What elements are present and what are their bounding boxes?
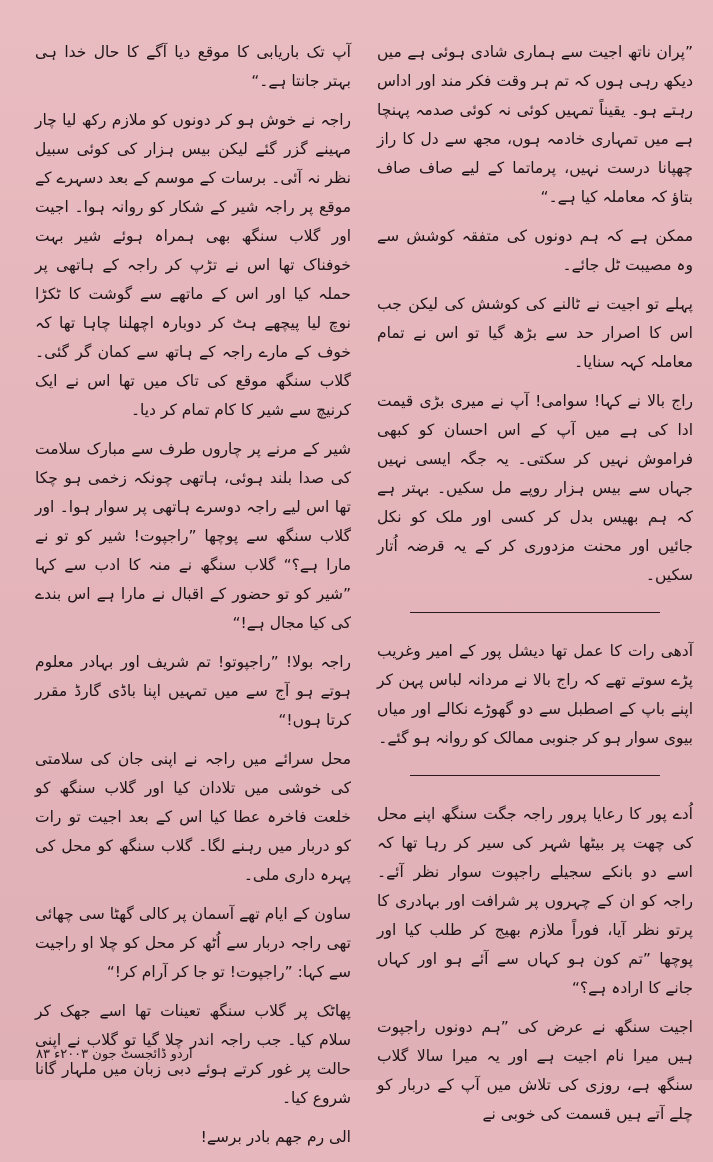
left-column	[35, 38, 351, 1162]
right-column	[377, 38, 693, 1139]
paragraph: آدھی رات کا عمل تھا دیشل پور کے امیر وغریب پڑے سوتے تھے کہ راج بالا نے مردانہ لباس پہن کر اپنے باپ کے اصطبل سے دو گھوڑے نکالے اور میاں بیوی سوار ہو کر جنوبی ممالک کو روانہ ہو گئے۔	[377, 642, 693, 747]
paragraph: ممکن ہے کہ ہم دونوں کی متفقہ کوشش سے وہ مصیبت ٹل جائے۔	[377, 227, 693, 274]
paragraph: راجہ بولا! ”راجپوتو! تم شریف اور بہادر معلوم ہوتے ہو آج سے میں تمہیں اپنا باڈی گارڈ مقرر کرتا ہوں!“	[35, 653, 351, 729]
page-footer: اردو ڈائجسٹ جون ۲۰۰۳ء ۸۳	[36, 1047, 193, 1062]
paragraph: راجہ نے خوش ہو کر دونوں کو ملازم رکھ لیا چار مہینے گزر گئے لیکن بیس ہزار کی کوئی سبیل نظر نہ آئی۔ برسات کے موسم کے بعد دسہرے کے موقع پر راجہ شیر کے شکار کو روانہ ہوا۔ اجیت اور گلاب سنگھ بھی ہمراہ ہوئے شیر بہت خوفناک تھا اس نے تڑپ کر راجہ کے ہاتھی پر حملہ کیا اور اس کے ماتھے سے گوشت کا ٹکڑا نوچ لیا پیچھے ہٹ کر دوبارہ اچھلنا چاہا تھا کہ خوف کے مارے راجہ کے ہاتھ سے کمان گر گئی۔ گلاب سنگھ موقع کی تاک میں تھا اس نے ایک کرنیچ سے شیر کا کام تمام کر دیا۔	[35, 111, 351, 419]
paragraph: آپ تک باریابی کا موقع دیا آگے کا حال خدا ہی بہتر جانتا ہے۔“	[35, 43, 351, 90]
paragraph: شیر کے مرنے پر چاروں طرف سے مبارک سلامت کی صدا بلند ہوئی، ہاتھی چونکہ زخمی ہو چکا تھا اس لیے راجہ دوسرے ہاتھی پر سوار ہوا۔ اور گلاب سنگھ سے پوچھا ”راجپوت! شیر کو تو نے مارا ہے؟“ گلاب سنگھ نے منہ کا ادب سے کہا ”شیر کو تو حضور کے اقبال نے مارا ہے اس بندے کی کیا مجال ہے!“	[35, 440, 351, 632]
paragraph: اجیت سنگھ نے عرض کی ”ہم دونوں راجپوت ہیں میرا نام اجیت ہے اور یہ میرا سالا گلاب سنگھ ہے، روزی کی تلاش میں آپ کے دربار کو چلے آتے ہیں قسمت کی خوبی نے	[377, 1018, 693, 1123]
paragraph: راج بالا نے کہا! سوامی! آپ نے میری بڑی قیمت ادا کی ہے میں آپ کے اس احسان کو کبھی فراموش نہیں کر سکتی۔ یہ جگہ ایسی نہیں جہاں سے بیس ہزار روپے مل سکیں۔ بہتر ہے کہ ہم بھیس بدل کر کسی اور ملک کو نکل جائیں اور محنت مزدوری کر کے یہ قرضہ اُتار سکیں۔	[377, 392, 693, 584]
paragraph: الی رم جھم بادر برسے!	[200, 1128, 351, 1146]
paragraph: ساون کے ایام تھے آسمان پر کالی گھٹا سی چھائی تھی راجہ دربار سے اُٹھ کر محل کو چلا او راجیت سے کہا: ”راجپوت! تو جا کر آرام کر!“	[35, 905, 351, 981]
section-divider	[410, 775, 660, 776]
paragraph: پہلے تو اجیت نے ٹالنے کی کوشش کی لیکن جب اس کا اصرار حد سے بڑھ گیا تو اس نے تمام معاملہ کہہ سنایا۔	[377, 295, 693, 371]
paragraph: اُدے پور کا رعایا پرور راجہ جگت سنگھ اپنے محل کی چھت پر بیٹھا شہر کی سیر کر رہا تھا کہ اسے دو بانکے سجیلے راجپوت سوار نظر آئے۔ راجہ کو ان کے چہروں پر شرافت اور بہادری کا پرتو نظر آیا، فوراً ملازم بھیج کر طلب کیا اور پوچھا ”تم کون ہو کہاں سے آئے ہو اور کہاں جانے کا ارادہ ہے؟“	[377, 805, 693, 997]
paragraph: پھاٹک پر گلاب سنگھ تعینات تھا اسے جھک کر سلام کیا۔ جب راجہ اندر چلا گیا تو گلاب نے اپنی حالت پر غور کرتے ہوئے دبی زبان میں ملہار گانا شروع کیا۔	[35, 1002, 351, 1107]
section-divider	[410, 612, 660, 613]
paragraph: ”پران ناتھ اجیت سے ہماری شادی ہوئی ہے میں دیکھ رہی ہوں کہ تم ہر وقت فکر مند اور اداس رہتے ہو۔ یقیناً تمہیں کوئی نہ کوئی صدمہ پہنچا ہے میں تمہاری خادمہ ہوں، مجھ سے دل کا راز چھپانا درست نہیں، پرماتما کے لیے صاف صاف بتاؤ کہ معاملہ کیا ہے۔“	[377, 43, 693, 206]
paragraph: محل سرائے میں راجہ نے اپنی جان کی سلامتی کی خوشی میں تلادان کیا اور گلاب سنگھ کو خلعت فاخرہ عطا کیا اس کے بعد اجیت تو رات کو دربار میں رہنے لگا۔ گلاب سنگھ کو محل کی پہرہ داری ملی۔	[35, 750, 351, 884]
